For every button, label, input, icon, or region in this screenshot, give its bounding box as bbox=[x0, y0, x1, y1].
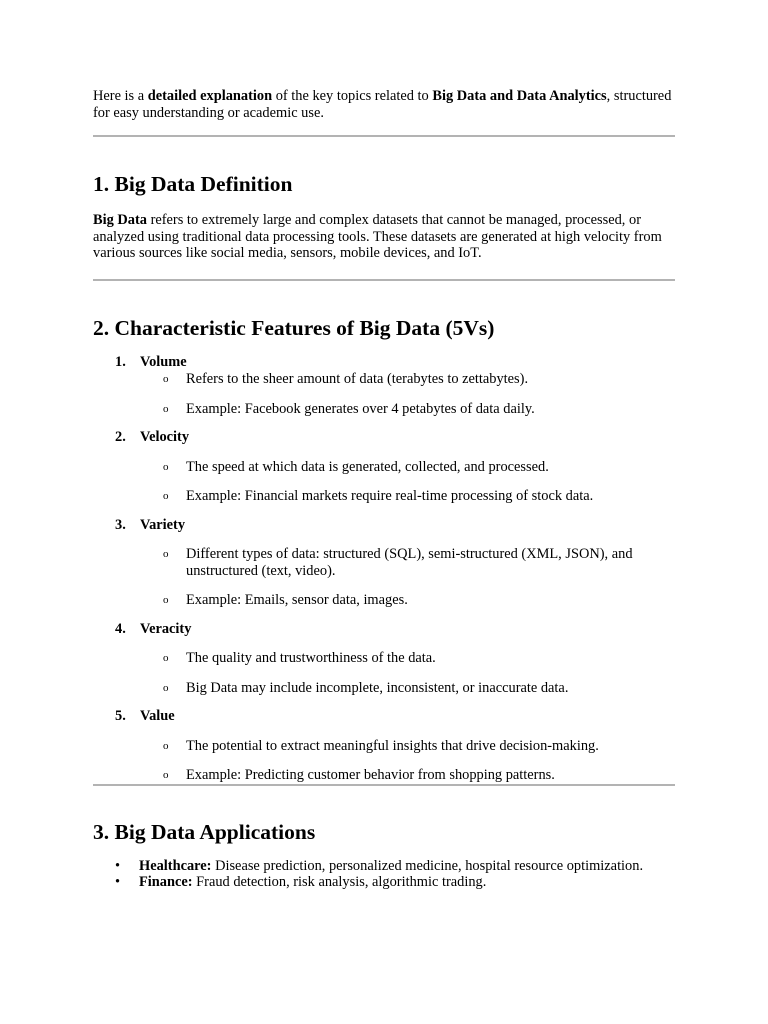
feature-number: 2. bbox=[115, 429, 126, 445]
section-1-text: refers to extremely large and complex datasets that cannot be managed, processed, or analyzed using traditional data processing tools. These datasets are generated at high velocity from various sources like social media, sensors, mobile devices, and IoT. bbox=[93, 212, 662, 261]
features-list bbox=[93, 354, 675, 784]
document-page bbox=[93, 88, 675, 891]
circle-bullet-icon: o bbox=[163, 769, 169, 781]
feature-points bbox=[140, 738, 675, 784]
feature-name: Variety bbox=[140, 516, 186, 533]
intro-paragraph bbox=[93, 88, 675, 121]
feature-point-text: Different types of data: structured (SQL), semi-structured (XML, JSON), and unstructured (text, video). bbox=[186, 546, 633, 579]
feature-points bbox=[140, 371, 675, 417]
circle-bullet-icon: o bbox=[163, 490, 169, 502]
application-item bbox=[93, 874, 675, 891]
feature-point bbox=[140, 767, 675, 784]
feature-point bbox=[140, 371, 675, 388]
feature-point bbox=[140, 738, 675, 755]
intro-bold-1: detailed explanation bbox=[147, 88, 273, 104]
bullet-dot-icon: • bbox=[115, 874, 121, 890]
intro-text-3: , structured for easy understanding or academic use. bbox=[93, 88, 672, 121]
intro-bold-2: Big Data and Data Analytics bbox=[432, 88, 607, 104]
feature-point-text: The speed at which data is generated, collected, and processed. bbox=[186, 458, 549, 475]
feature-point-text: Big Data may include incomplete, inconsistent, or inaccurate data. bbox=[186, 679, 569, 696]
feature-name: Veracity bbox=[140, 620, 192, 637]
applications-list bbox=[93, 858, 675, 891]
feature-name: Volume bbox=[140, 353, 187, 370]
feature-point bbox=[140, 592, 675, 609]
application-text: Fraud detection, risk analysis, algorithmic trading. bbox=[192, 874, 487, 890]
feature-point bbox=[140, 546, 675, 579]
feature-point-text: The potential to extract meaningful insights that drive decision-making. bbox=[186, 737, 599, 754]
divider-3 bbox=[93, 784, 675, 786]
application-label: Healthcare: bbox=[139, 857, 212, 874]
feature-point bbox=[140, 459, 675, 476]
divider-1 bbox=[93, 135, 675, 137]
feature-item-veracity bbox=[93, 621, 675, 697]
intro-text-2: of the key topics related to bbox=[272, 88, 433, 104]
intro-text-1: Here is a bbox=[93, 88, 148, 104]
feature-point-text: Example: Facebook generates over 4 petabytes of data daily. bbox=[186, 400, 535, 417]
circle-bullet-icon: o bbox=[163, 460, 169, 473]
feature-point-text: The quality and trustworthiness of the data. bbox=[186, 650, 436, 666]
divider-2 bbox=[93, 279, 675, 281]
circle-bullet-icon: o bbox=[163, 594, 169, 606]
feature-point bbox=[140, 680, 675, 697]
feature-number: 5. bbox=[115, 708, 126, 724]
circle-bullet-icon: o bbox=[163, 548, 169, 560]
feature-name: Value bbox=[140, 708, 175, 724]
feature-points bbox=[140, 546, 675, 609]
feature-item-value bbox=[93, 708, 675, 784]
feature-number: 3. bbox=[115, 516, 126, 533]
feature-point-text: Example: Financial markets require real-time processing of stock data. bbox=[186, 488, 594, 504]
feature-points bbox=[140, 650, 675, 696]
feature-point bbox=[140, 401, 675, 418]
application-label: Finance: bbox=[139, 874, 193, 890]
feature-points bbox=[140, 459, 675, 505]
circle-bullet-icon: o bbox=[163, 373, 169, 385]
section-3-title: 3. Big Data Applications bbox=[93, 819, 316, 844]
feature-item-variety bbox=[93, 517, 675, 609]
circle-bullet-icon: o bbox=[163, 652, 169, 664]
feature-point bbox=[140, 650, 675, 667]
application-item bbox=[93, 858, 675, 875]
circle-bullet-icon: o bbox=[163, 739, 169, 752]
feature-number: 1. bbox=[115, 353, 126, 370]
feature-point-text: Refers to the sheer amount of data (terabytes to zettabytes). bbox=[186, 371, 529, 387]
feature-point bbox=[140, 488, 675, 505]
section-2-title: 2. Characteristic Features of Big Data (5Vs) bbox=[93, 315, 495, 340]
feature-item-volume bbox=[93, 354, 675, 418]
section-1-body bbox=[93, 212, 675, 262]
feature-name: Velocity bbox=[140, 429, 190, 445]
feature-item-velocity bbox=[93, 429, 675, 505]
bullet-dot-icon: • bbox=[115, 857, 121, 874]
circle-bullet-icon: o bbox=[163, 681, 169, 694]
feature-number: 4. bbox=[115, 620, 126, 637]
circle-bullet-icon: o bbox=[163, 402, 169, 415]
section-1-term: Big Data bbox=[93, 212, 147, 228]
section-1-title: 1. Big Data Definition bbox=[93, 172, 293, 196]
application-text: Disease prediction, personalized medicine, hospital resource optimization. bbox=[211, 857, 644, 874]
feature-point-text: Example: Predicting customer behavior from shopping patterns. bbox=[186, 767, 555, 783]
feature-point-text: Example: Emails, sensor data, images. bbox=[186, 592, 408, 608]
